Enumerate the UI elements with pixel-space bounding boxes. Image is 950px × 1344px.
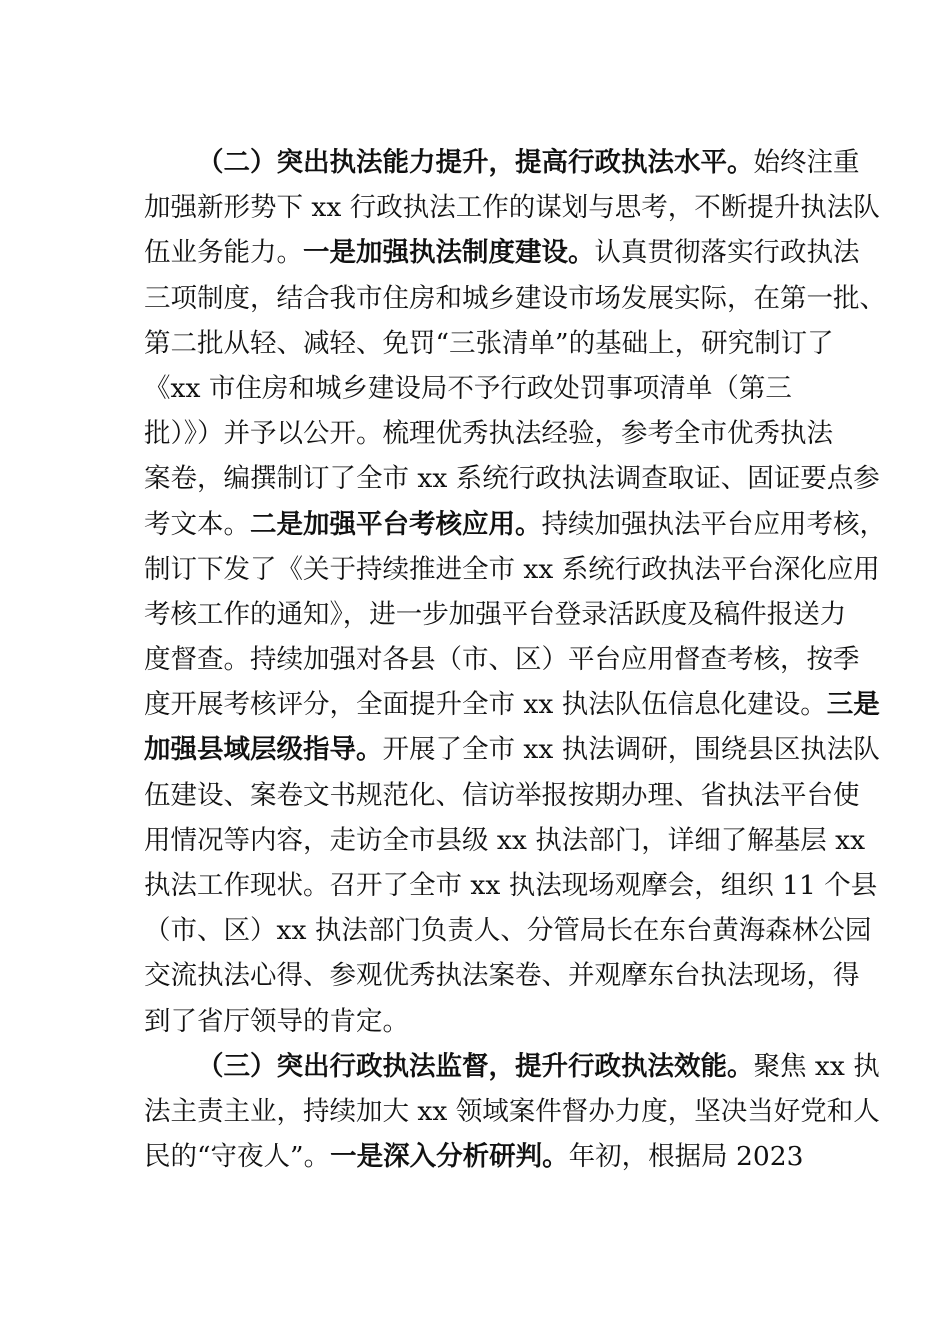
text-line xyxy=(144,366,824,411)
text-line xyxy=(144,682,880,727)
text-line xyxy=(144,140,860,185)
text-run: 民的“守夜人”。 xyxy=(144,1141,331,1173)
text-run: 第二批从轻、减轻、免罚“三张清单”的基础上，研究制订了 xyxy=(144,327,834,359)
text-line xyxy=(144,456,880,501)
text-run: 《xx 市住房和城乡建设局不予行政处罚事项清单（第三 xyxy=(144,372,792,404)
text-run: 三项制度，结合我市住房和城乡建设市场发展实际，在第一批、 xyxy=(144,282,886,314)
text-run: 认真贯彻落实行政执法 xyxy=(594,237,860,269)
text-line xyxy=(144,908,872,953)
text-line xyxy=(144,818,866,863)
text-run: 度开展考核评分，全面提升全市 xx 执法队伍信息化建设。 xyxy=(144,689,827,721)
text-line xyxy=(144,863,878,908)
bold-phrase: 三是 xyxy=(826,689,880,721)
text-run: 到了省厅领导的肯定。 xyxy=(144,1005,409,1037)
text-run: 制订下发了《关于持续推进全市 xx 系统行政执法平台深化应用 xyxy=(144,553,880,585)
text-run: 度督查。持续加强对各县（市、区）平台应用督查考核，按季 xyxy=(144,644,860,676)
text-run: 伍建设、案卷文书规范化、信访举报按期办理、省执法平台使 xyxy=(144,779,860,811)
text-run: 执法工作现状。召开了全市 xx 执法现场观摩会，组织 11 个县 xyxy=(144,870,878,901)
text-run: 聚焦 xx 执 xyxy=(753,1050,880,1082)
text-line xyxy=(144,1044,880,1089)
bold-phrase: 二是加强平台考核应用。 xyxy=(250,508,542,540)
bold-phrase: （二）突出执法能力提升，提高行政执法水平。 xyxy=(197,147,754,178)
text-run: 批）》）并予以公开。梳理优秀执法经验，参考全市优秀执法 xyxy=(144,418,833,450)
text-run: 加强新形势下 xx 行政执法工作的谋划与思考，不断提升执法队 xyxy=(144,192,880,224)
text-line xyxy=(144,185,880,230)
bold-phrase: 一是加强执法制度建设。 xyxy=(303,237,595,269)
text-line xyxy=(144,592,847,637)
bold-phrase: 加强县域层级指导。 xyxy=(144,734,383,766)
text-line xyxy=(144,547,880,592)
text-line xyxy=(144,999,824,1044)
text-line xyxy=(144,773,860,818)
text-run: 案卷，编撰制订了全市 xx 系统行政执法调查取证、固证要点参 xyxy=(144,463,880,495)
text-line xyxy=(144,502,886,547)
text-run: 持续加强执法平台应用考核， xyxy=(541,508,886,540)
text-run: 用情况等内容，走访全市县级 xx 执法部门，详细了解基层 xx xyxy=(144,824,866,856)
text-run: 年初，根据局 2023 xyxy=(568,1141,804,1173)
bold-phrase: （三）突出行政执法监督，提升行政执法效能。 xyxy=(197,1050,754,1082)
text-line xyxy=(144,1089,880,1134)
text-line xyxy=(144,637,860,682)
text-line xyxy=(144,953,860,998)
text-run: 交流执法心得、参观优秀执法案卷、并观摩东台执法现场，得 xyxy=(144,960,860,992)
text-run: 考核工作的通知》，进一步加强平台登录活跃度及稿件报送力 xyxy=(144,598,847,630)
text-run: 始终注重 xyxy=(753,147,860,178)
text-run: 开展了全市 xx 执法调研，围绕县区执法队 xyxy=(382,734,880,766)
text-run: 伍业务能力。 xyxy=(144,237,303,269)
text-line xyxy=(144,1134,824,1179)
text-run: 考文本。 xyxy=(144,508,250,540)
bold-phrase: 一是深入分析研判。 xyxy=(330,1141,569,1173)
document-body xyxy=(144,140,886,1179)
text-line xyxy=(144,411,833,456)
text-line xyxy=(144,230,860,275)
text-line xyxy=(144,276,886,321)
text-line xyxy=(144,727,880,772)
text-run: 法主责主业，持续加大 xx 领域案件督办力度，坚决当好党和人 xyxy=(144,1095,880,1127)
text-line xyxy=(144,321,834,366)
text-run: （市、区）xx 执法部门负责人、分管局长在东台黄海森林公园 xyxy=(144,915,872,947)
